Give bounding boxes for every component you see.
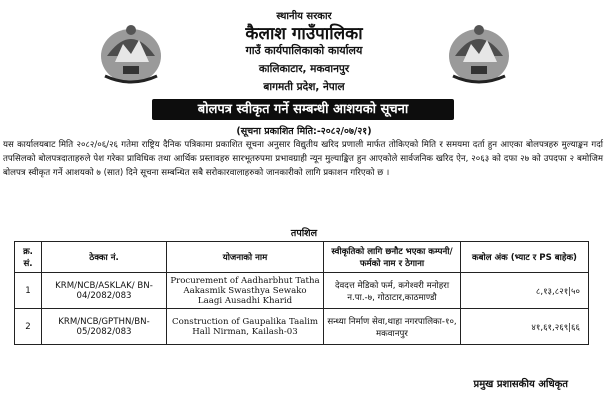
table-row bbox=[15, 309, 589, 345]
cell-contract-no: KRM/NCB/ASKLAK/ BN-04/2082/083 bbox=[42, 273, 167, 309]
cell-amount: ४१,६१,२६९|६६ bbox=[461, 309, 589, 345]
table-header-row bbox=[15, 242, 589, 273]
header-local-government: स्थानीय सरकार bbox=[276, 11, 332, 22]
bid-table bbox=[14, 241, 589, 345]
col-header-contract-no: ठेक्का नं. bbox=[42, 242, 167, 273]
header-municipality-name: कैलाश गाउँपालिका bbox=[245, 24, 363, 44]
published-date: (सूचना प्रकाशित मिति:-२०८२/०७/२१) bbox=[236, 126, 372, 137]
col-header-sn: क्र. सं. bbox=[15, 242, 42, 273]
notice-body: यस कार्यालयबाट मिति २०८२/०६/२६ गतेमा राष्ट्रिय दैनिक पत्रिकामा प्रकाशित सूचना अनुसार विद्युतीय खरिद प्रणाली मार्फत तोकिएको मिति र समयमा दर्ता हुन आएका बोलपत्रहरु मुल्याङ्कन गर्दा तपसिलको बोलपत्रदाताहरुले पेश गरेका प्राविधिक तथा आर्थिक प्रस्तावहरु सारभूतरुपमा प्रभावग्राही न्यून मुल्याङ्कित हुन आएकोले सार्वजनिक खरिद ऐन, २०६३ को दफा २७ को उपदफा २ बमोजिम बोलपत्र स्वीकृत गर्ने आशयको ७ (सात) दिने सूचना सम्बन्धित सबै सरोकारवालाहरुको जानकारीको लागि प्रकाशन गरिएको छ । bbox=[3, 140, 603, 178]
col-header-project: योजनाको नाम bbox=[167, 242, 324, 273]
signature-title: प्रमुख प्रशासकीय अधिकृत bbox=[473, 379, 568, 390]
cell-project: Procurement of Aadharbhut Tatha Aakasmik Swasthya Sewako Laagi Ausadhi Kharid bbox=[167, 273, 324, 309]
cell-amount: ८,१३,८२१|५० bbox=[461, 273, 589, 309]
cell-sn: 2 bbox=[15, 309, 42, 345]
header-address: कालिकाटार, मकवानपुर bbox=[258, 63, 350, 75]
header-office-name: गाउँ कार्यपालिकाको कार्यालय bbox=[245, 44, 363, 57]
schedule-title: तपशिल bbox=[290, 228, 318, 239]
col-header-amount: कबोल अंक (भ्याट र PS बाहेक) bbox=[461, 242, 589, 273]
cell-firm: देवदत्त मेडिको फर्म, कगेश्वरी मनोहरा न.पा.-७, गोठाटार,काठमाण्डौ bbox=[324, 273, 461, 309]
header-province: बागमती प्रदेश, नेपाल bbox=[263, 81, 345, 93]
cell-project: Construction of Gaupalika Taalim Hall Nirman, Kailash-03 bbox=[167, 309, 324, 345]
cell-firm: सन्ध्या निर्माण सेवा,थाहा नगरपालिका-१०, मकवानपुर bbox=[324, 309, 461, 345]
col-header-firm: स्वीकृतिको लागि छनौट भएका कम्पनी/फर्मको नाम र ठेगाना bbox=[324, 242, 461, 273]
cell-contract-no: KRM/NCB/GPTHN/BN- 05/2082/083 bbox=[42, 309, 167, 345]
cell-sn: 1 bbox=[15, 273, 42, 309]
notice-title: बोलपत्र स्वीकृत गर्ने सम्बन्धी आशयको सूचना bbox=[152, 99, 454, 120]
table-row bbox=[15, 273, 589, 309]
